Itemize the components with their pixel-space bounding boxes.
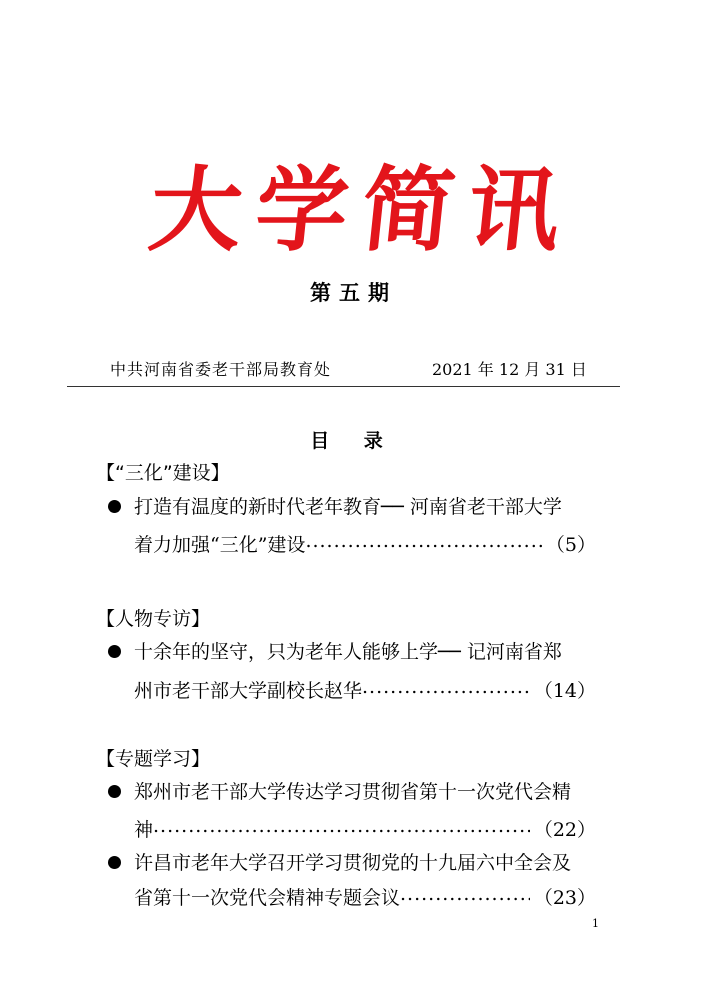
- toc-entry-text: 省第十一次党代会精神专题会议: [134, 887, 401, 909]
- toc-page-number: （5）: [545, 534, 596, 556]
- toc-page-number: （22）: [533, 819, 596, 841]
- toc-entry-text: 着力加强“三化”建设: [134, 534, 306, 556]
- toc-entry-line1[interactable]: 十余年的坚守，只为老年人能够上学── 记河南省郑: [134, 641, 562, 663]
- masthead-char: 讯: [462, 156, 566, 264]
- toc-leader-dots: [400, 883, 530, 910]
- section-heading: 【专题学习】: [96, 748, 211, 770]
- section-heading: 【“三化”建设】: [96, 462, 230, 484]
- toc-entry-line2[interactable]: [134, 815, 596, 842]
- issue-number: 第五期: [310, 281, 397, 305]
- page-number: 1: [592, 917, 599, 930]
- toc-entry-line2[interactable]: [134, 530, 596, 557]
- masthead-char: 大: [144, 156, 248, 264]
- masthead-title: [144, 156, 566, 264]
- toc-entry-line1[interactable]: 许昌市老年大学召开学习贯彻党的十九届六中全会及: [134, 852, 572, 874]
- toc-entry-text: 神: [134, 819, 154, 841]
- bullet-icon: [108, 856, 121, 869]
- toc-entry-line2[interactable]: [134, 883, 596, 910]
- toc-leader-dots: [305, 530, 541, 557]
- toc-title: 目 录: [310, 430, 397, 452]
- header-divider: [67, 386, 620, 387]
- bullet-icon: [108, 645, 121, 658]
- publish-date: 2021 年 12 月 31 日: [432, 360, 587, 379]
- toc-leader-dots: [362, 676, 530, 703]
- publisher: 中共河南省委老干部局教育处: [110, 360, 332, 379]
- bullet-icon: [108, 785, 121, 798]
- toc-entry-text: 州市老干部大学副校长赵华: [134, 680, 363, 702]
- toc-page-number: （23）: [533, 887, 596, 909]
- toc-page-number: （14）: [533, 680, 596, 702]
- section-heading: 【人物专访】: [96, 608, 211, 630]
- toc-leader-dots: [153, 815, 530, 842]
- toc-entry-line1[interactable]: 郑州市老干部大学传达学习贯彻省第十一次党代会精: [134, 781, 572, 803]
- masthead-char: 学: [250, 156, 354, 264]
- toc-entry-line2[interactable]: [134, 676, 596, 703]
- toc-entry-line1[interactable]: 打造有温度的新时代老年教育── 河南省老干部大学: [134, 496, 562, 518]
- masthead-char: 简: [356, 156, 460, 264]
- bullet-icon: [108, 500, 121, 513]
